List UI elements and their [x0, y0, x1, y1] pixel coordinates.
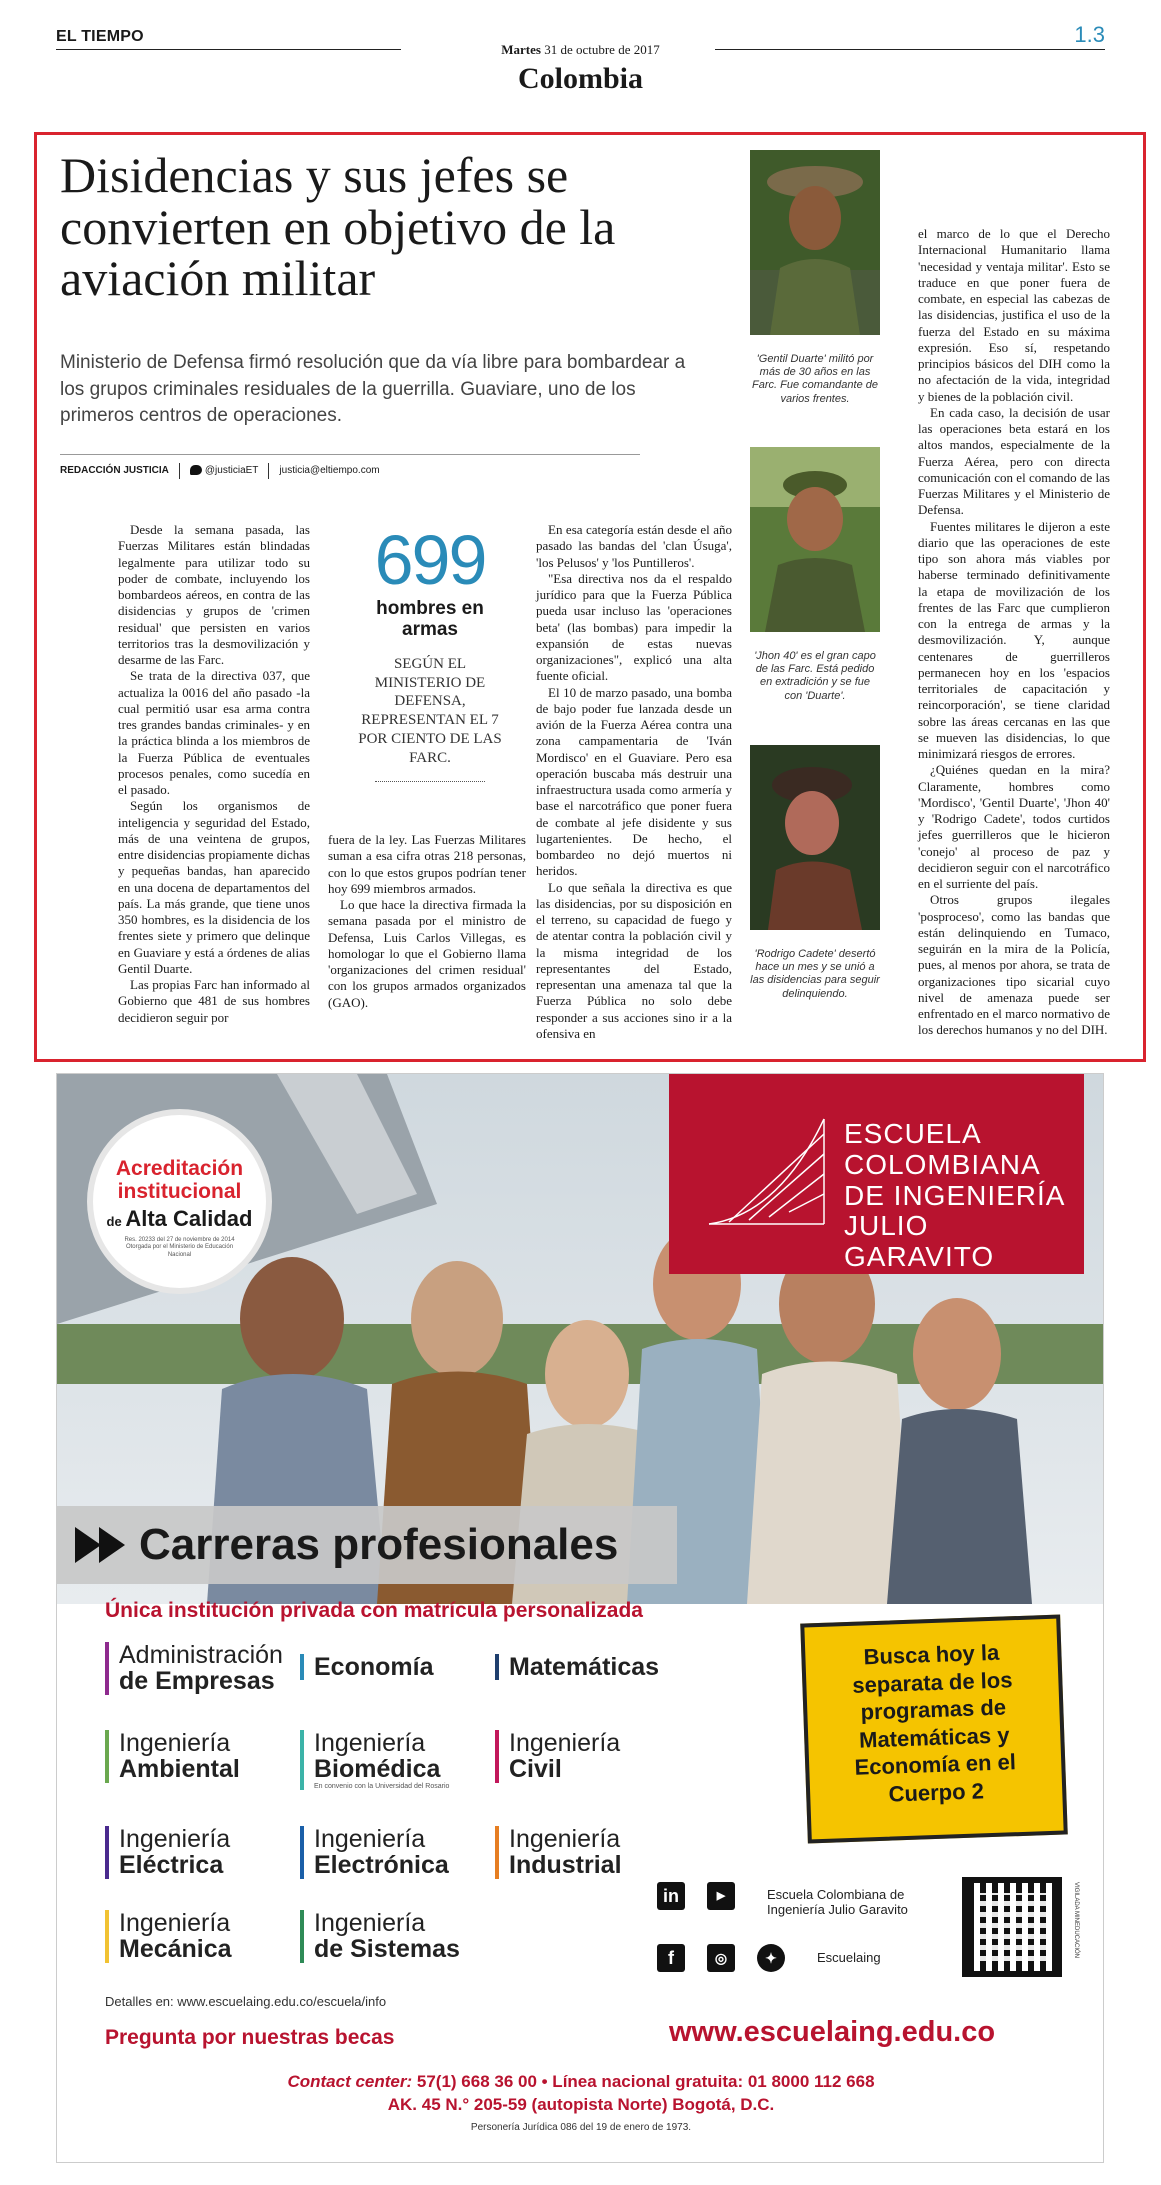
career-line2: Economía	[314, 1653, 434, 1681]
section-title: Colombia	[517, 62, 643, 95]
career-note: En convenio con la Universidad del Rosario	[314, 1782, 450, 1790]
career-line1: Ingeniería	[314, 1729, 426, 1757]
career-administracion[interactable]	[105, 1642, 283, 1695]
paragraph: el marco de lo que el Derecho Internacional Humanitario llama 'necesidad y ventaja militar'. Esto se traduce en que poner fuera de combate, en especial las cabezas de las disidencias, justifica el uso de la fuerza del Estado en su máxima expresión. Eso sí, respetando principios básicos del DIH como la no afectación de la vida, integridad y bienes de la población civil.	[918, 226, 1110, 404]
school-name	[844, 1119, 1084, 1273]
ad-becas: Pregunta por nuestras becas	[105, 2026, 395, 2049]
pull-quote	[350, 521, 510, 782]
career-line2: Civil	[509, 1755, 562, 1784]
article-column-2	[328, 832, 526, 1011]
career-line1: Ingeniería	[119, 1825, 231, 1853]
paragraph: Fuentes militares le dijeron a este diario que las operaciones de este tipo son ahora más viables por haberse terminado definitivamente la etapa de movilización de los frentes de las Farc que cumplieron con la entrega de armas y la desmovilización. Y, aunque centenares de guerrilleros permanecen hoy en los 'espacios territoriales de capacitación y reincorporación', se tiene claridad sobre las áreas cercanas en las que se mueven las disidencias, lo que minimizará riesgos de errores.	[918, 518, 1110, 761]
career-line2: de Empresas	[119, 1667, 275, 1696]
careers-banner	[57, 1506, 677, 1584]
header-date	[0, 42, 1161, 58]
badge-title: Acreditación institucional	[115, 1157, 244, 1204]
career-matematicas[interactable]	[495, 1654, 659, 1680]
badge-alta-calidad: Alta Calidad	[125, 1206, 253, 1232]
ad-details-link[interactable]: Detalles en: www.escuelaing.edu.co/escuela/info	[105, 1994, 387, 2009]
paragraph: "Esa directiva nos da el respaldo jurídico para que la Fuerza Pública pueda usar incluso las 'operaciones beta' (las bombas) para impedir la expansión de estas nuevas organizaciones", explicó una alta fuente oficial.	[536, 570, 732, 684]
careers-list	[105, 1642, 705, 2002]
contact-line	[57, 2071, 1104, 2094]
article-deck: Ministerio de Defensa firmó resolución que da vía libre para bombardear a los grupos criminales residuales de la guerrilla. Guaviare, uno de los primeros centros de operaciones.	[60, 352, 686, 427]
twitter-icon	[190, 465, 202, 475]
double-arrow-icon	[75, 1525, 129, 1565]
paragraph: Desde la semana pasada, las Fuerzas Militares están blindadas legalmente para utilizar todo su poder de combate, incluyendo los bombardeos aéreos, en contra de las disidencias y grupos de 'crimen residual' que persisten en varios territorios tras la desmovilización y desarme de las Farc.	[118, 522, 310, 667]
contact-text: 57(1) 668 36 00 • Línea nacional gratuita: 01 8000 112 668	[416, 2072, 875, 2091]
article-column-1	[118, 522, 310, 1026]
career-line2: Mecánica	[119, 1935, 232, 1964]
school-logo-icon	[699, 1114, 829, 1234]
badge-resolution: Res. 20233 del 27 de noviembre de 2014 Otorgada por el Ministerio de Educación Nacional	[124, 1237, 235, 1258]
social-school-name: Escuela Colombiana de Ingeniería Julio Garavito	[767, 1887, 908, 1917]
photo-caption: 'Rodrigo Cadete' desertó hace un mes y se unió a las disidencias para seguir delinquiendo.	[750, 948, 880, 1000]
paragraph: Las propias Farc han informado al Gobierno que 481 de sus hombres decidieron seguir por	[118, 977, 310, 1025]
photo-rodrigo-cadete	[750, 745, 880, 1001]
career-economia[interactable]	[300, 1654, 433, 1680]
byline-divider	[268, 463, 269, 479]
facebook-icon[interactable]: f	[657, 1944, 685, 1972]
career-line1: Ingeniería	[119, 1729, 231, 1757]
byline-divider	[179, 463, 180, 479]
career-line2: Ambiental	[119, 1755, 240, 1784]
photo-gentil-duarte	[750, 150, 880, 406]
portrait-image	[750, 745, 880, 930]
paragraph: Se trata de la directiva 037, que actualiza la 0016 del año pasado -la cual permitió usar esa arma contra tres grandes bandas criminales- y en la práctica blinda a los miembros de la Fuerza Pública de eventuales procesos penales, como sucedía en el pasado.	[118, 668, 310, 797]
pull-number: 699	[374, 521, 486, 599]
byline-twitter[interactable]	[190, 465, 259, 476]
address-line: AK. 45 N.° 205-59 (autopista Norte) Bogotá, D.C.	[387, 2094, 775, 2114]
paragraph: En esa categoría están desde el año pasado las bandas del 'clan Úsuga', 'los Pelusos' y 'los Puntilleros'.	[536, 522, 732, 570]
byline-author: REDACCIÓN JUSTICIA	[60, 465, 169, 476]
photo-jhon-40	[750, 447, 880, 703]
byline-email[interactable]: justicia@eltiempo.com	[279, 465, 380, 476]
paragraph: fuera de la ley. Las Fuerzas Militares suman a esa cifra otras 218 personas, con lo que estos grupos podrían tener hoy 699 miembros armados.	[328, 832, 526, 896]
ad-tagline: Única institución privada con matrícula personalizada	[105, 1599, 643, 1622]
career-electrica[interactable]	[105, 1826, 230, 1879]
banner-title: Carreras profesionales	[139, 1520, 619, 1569]
career-line2: Matemáticas	[509, 1653, 660, 1681]
career-line2: Eléctrica	[119, 1851, 224, 1880]
social-links	[657, 1882, 957, 1982]
portrait-image	[750, 150, 880, 335]
career-line1: Ingeniería	[119, 1909, 231, 1937]
career-biomedica[interactable]	[300, 1730, 449, 1790]
school-logo-panel[interactable]	[669, 1074, 1084, 1274]
school-name-line: JULIO GARAVITO	[844, 1210, 995, 1273]
article-column-3	[536, 522, 732, 1042]
photo-caption: 'Jhon 40' es el gran capo de las Farc. Está pedido en extradición y se fue con 'Duarte'.	[754, 650, 876, 702]
paragraph: Lo que señala la directiva es que las disidencias, por su disposición en el terreno, su capacidad de fuego y de atentar contra la población civil y la misma integridad de los representantes del Estado, representan una amenaza tal que la Fuerza Pública no solo debe responder a sus acciones sino ir a la ofensiva en	[536, 879, 732, 1041]
paragraph: En cada caso, la decisión de usar las operaciones beta estará en los altos mandos, especialmente de la Fuerza Aérea, pero con directa comunicación con el comando de las Fuerzas Militares y el Ministerio de Defensa.	[918, 404, 1110, 518]
career-line2: Industrial	[509, 1851, 622, 1880]
youtube-icon[interactable]: ▶	[707, 1882, 735, 1910]
page-number: 1.3	[1074, 22, 1105, 47]
career-line1: Ingeniería	[314, 1909, 426, 1937]
pull-unit: hombres en armas	[376, 598, 484, 640]
ad-website[interactable]: www.escuelaing.edu.co	[669, 2016, 996, 2048]
portrait-image	[750, 447, 880, 632]
career-line1: Administración	[119, 1641, 283, 1669]
career-line1: Ingeniería	[509, 1825, 621, 1853]
advertisement-escuela-ingenieria[interactable]	[56, 1073, 1104, 2163]
twitter-handle: @justiciaET	[204, 465, 259, 476]
paragraph: Según los organismos de inteligencia y seguridad del Estado, más de una veintena de grupos, entre disidencias propiamente dichas y pequeñas bandas, han aparecido en una docena de departamentos del país. La más grande, que tiene unos 350 hombres, es la disidencia de los frentes siete y primero que delinque en Guaviare y está a órdenes de alias Gentil Duarte.	[118, 798, 310, 976]
career-mecanica[interactable]	[105, 1910, 232, 1963]
career-electronica[interactable]	[300, 1826, 449, 1879]
school-name-line: COLOMBIANA	[844, 1148, 1041, 1180]
accreditation-badge	[87, 1109, 272, 1294]
career-industrial[interactable]	[495, 1826, 622, 1879]
career-line2: de Sistemas	[314, 1935, 460, 1964]
badge-subtitle	[93, 1206, 266, 1232]
linkedin-icon[interactable]: in	[657, 1882, 685, 1910]
article-headline: Disidencias y sus jefes se convierten en objetivo de la aviación militar	[60, 147, 616, 306]
career-line1: Ingeniería	[314, 1825, 426, 1853]
school-name-line: DE INGENIERÍA	[844, 1179, 1066, 1211]
date-rest: 31 de octubre de 2017	[544, 42, 660, 57]
paragraph: El 10 de marzo pasado, una bomba de bajo poder fue lanzada desde un avión de la Fuerza Aérea contra una zona campamentaria de 'Iván Mordisco' en el Guaviare. Pero esa operación buscaba más destruir una infraestructura usada como armería y base el narcotráfico que poner fuera de combate al jefe disidente y sus lugartenientes. De hecho, el bombardeo no dejó muertos ni heridos.	[536, 684, 732, 879]
career-sistemas[interactable]	[300, 1910, 460, 1963]
twitter-icon[interactable]: ✦	[757, 1944, 785, 1972]
contact-label: Contact center:	[287, 2072, 413, 2091]
ad-legal: Personería Jurídica 086 del 19 de enero de 1973.	[470, 2122, 692, 2133]
photo-caption: 'Gentil Duarte' militó por más de 30 años en las Farc. Fue comandante de varios frentes.	[752, 353, 878, 405]
paragraph: Otros grupos ilegales 'posproceso', como las bandas que están delinquiendo en Tumaco, seguirán en la mira de la Policía, pues, al menos por ahora, se trata de organizaciones tipo sicarial cuyo nivel de amenaza puede ser enfrentado en el marco normativo de los derechos humanos y no del DIH.	[918, 892, 1110, 1038]
masthead: EL TIEMPO	[56, 28, 144, 45]
pull-source: SEGÚN EL MINISTERIO DE DEFENSA, REPRESENTAN EL 7 POR CIENTO DE LAS FARC.	[358, 655, 502, 766]
social-handle: Escuelaing	[817, 1950, 881, 1965]
separata-callout: Busca hoy la separata de los programas de Matemáticas y Economía en el Cuerpo 2	[800, 1615, 1068, 1844]
career-civil[interactable]	[495, 1730, 620, 1783]
instagram-icon[interactable]: ◎	[707, 1944, 735, 1972]
career-line2: Electrónica	[314, 1851, 449, 1880]
badge-de: de	[106, 1214, 122, 1230]
date-day: Martes	[501, 42, 541, 57]
article-column-4	[918, 226, 1110, 1039]
qr-code[interactable]	[962, 1877, 1062, 1977]
career-line1: Ingeniería	[509, 1729, 621, 1757]
qr-label: VIGILADA MINEDUCACIÓN	[1073, 1882, 1079, 1959]
paragraph: ¿Quiénes quedan en la mira? Claramente, hombres como 'Mordisco', 'Gentil Duarte', 'Jhon 40' y 'Rodrigo Cadete', todos curtidos jefes guerrilleros que le hicieron 'conejo' al proceso de paz y decidieron seguir con el narcotráfico en el surriente del país.	[918, 762, 1110, 891]
career-line2: Biomédica	[314, 1755, 441, 1784]
byline	[60, 454, 640, 482]
career-ambiental[interactable]	[105, 1730, 240, 1783]
pull-rule	[375, 781, 485, 782]
ad-contact	[57, 2071, 1104, 2117]
school-name-line: ESCUELA	[844, 1118, 982, 1149]
paragraph: Lo que hace la directiva firmada la semana pasada por el ministro de Defensa, Luis Carlos Villegas, es homologar lo que el Gobierno llama 'organizaciones del crimen residual' con los grupos armados organizados (GAO).	[328, 897, 526, 1010]
